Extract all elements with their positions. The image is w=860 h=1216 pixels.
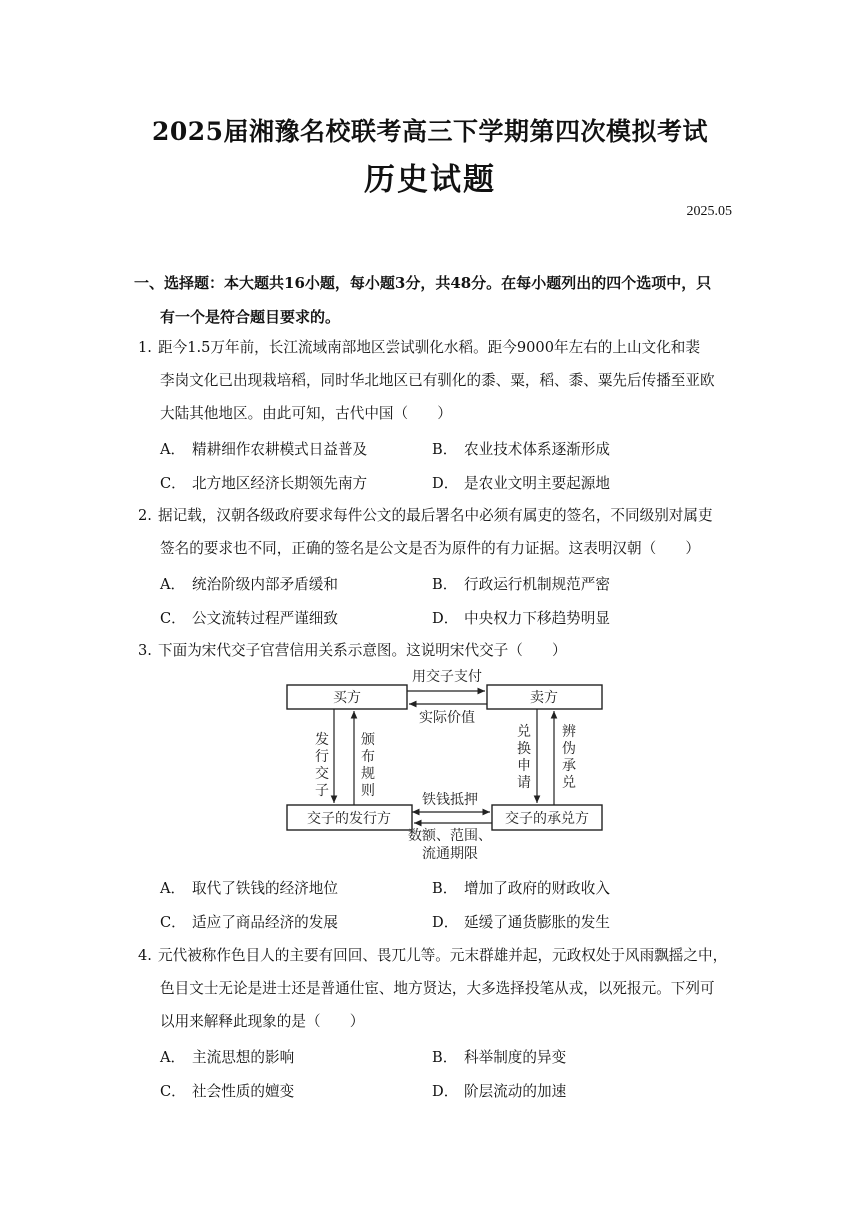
question-1-option-d xyxy=(432,472,610,493)
verify-char: 承 xyxy=(562,758,576,774)
question-4-option-c xyxy=(160,1080,294,1101)
issue-notes-char: 发 xyxy=(315,732,329,748)
collateral-label: 铁钱抵押 xyxy=(422,792,478,808)
option-text: 科举制度的异变 xyxy=(464,1049,567,1066)
question-2-option-b xyxy=(432,573,610,594)
option-text: 增加了政府的财政收入 xyxy=(464,880,610,897)
question-number: 1. xyxy=(138,339,152,356)
question-stem-line: 色目文士无论是进士还是普通仕宦、地方贤达，大多选择投笔从戎，以死报元。下列可 xyxy=(160,980,715,997)
question-2-option-d xyxy=(432,607,610,628)
option-label: C． xyxy=(160,475,186,492)
option-text: 行政运行机制规范严密 xyxy=(464,576,610,593)
option-label: D． xyxy=(432,914,459,931)
question-number: 2. xyxy=(138,507,152,524)
option-text: 社会性质的嬗变 xyxy=(192,1083,295,1100)
question-3 xyxy=(138,634,734,667)
option-label: D． xyxy=(432,475,459,492)
section-heading-line-2: 有一个是符合题目要求的。 xyxy=(160,308,341,326)
question-stem-line: 以用来解释此现象的是（ ） xyxy=(160,1013,365,1030)
option-label: D． xyxy=(432,610,459,627)
option-label: C． xyxy=(160,1083,186,1100)
issuer-label: 交子的发行方 xyxy=(307,811,391,827)
option-text: 主流思想的影响 xyxy=(192,1049,295,1066)
section-heading xyxy=(134,266,734,334)
option-text: 农业技术体系逐渐形成 xyxy=(464,441,610,458)
verify-char: 辨 xyxy=(562,724,576,740)
question-4-option-a xyxy=(160,1046,294,1067)
option-text: 延缓了通货膨胀的发生 xyxy=(464,914,610,931)
issue-notes-char: 交 xyxy=(315,766,329,782)
rules-char: 则 xyxy=(361,783,375,799)
verify-char: 兑 xyxy=(562,775,576,791)
option-label: A． xyxy=(160,880,186,897)
option-label: B． xyxy=(432,880,458,897)
issue-notes-char: 行 xyxy=(315,749,329,765)
question-3-option-b xyxy=(432,877,610,898)
option-text: 统治阶级内部矛盾缓和 xyxy=(192,576,338,593)
option-label: B． xyxy=(432,441,458,458)
question-1-option-c xyxy=(160,472,367,493)
issue-notes-char: 子 xyxy=(315,783,329,799)
redeem-request-char: 请 xyxy=(517,775,531,791)
option-label: C． xyxy=(160,610,186,627)
seller-label: 卖方 xyxy=(530,690,558,706)
question-stem-line: 签名的要求也不同，正确的签名是公文是否为原件的有力证据。这表明汉朝（ ） xyxy=(160,540,700,557)
question-4 xyxy=(138,939,734,1038)
section-heading-line-1: 一、选择题：本大题共16小题，每小题3分，共48分。在每小题列出的四个选项中，只 xyxy=(134,274,712,292)
question-2-option-c xyxy=(160,607,338,628)
option-label: B． xyxy=(432,576,458,593)
option-text: 精耕细作农耕模式日益普及 xyxy=(192,441,368,458)
option-label: A． xyxy=(160,576,186,593)
question-3-option-c xyxy=(160,911,338,932)
redeem-request-char: 申 xyxy=(517,758,531,774)
option-text: 北方地区经济长期领先南方 xyxy=(192,475,368,492)
payment-arrow-label: 用交子支付 xyxy=(412,669,482,685)
question-4-option-b xyxy=(432,1046,566,1067)
question-3-option-a xyxy=(160,877,338,898)
option-label: A． xyxy=(160,441,186,458)
question-4-option-d xyxy=(432,1080,566,1101)
option-label: B． xyxy=(432,1049,458,1066)
question-stem-line: 下面为宋代交子官营信用关系示意图。这说明宋代交子（ ） xyxy=(158,642,567,659)
question-stem-line: 据记载，汉朝各级政府要求每件公文的最后署名中必须有属吏的签名，不同级别对属吏 xyxy=(158,507,713,524)
option-text: 中央权力下移趋势明显 xyxy=(464,610,610,627)
option-text: 公文流转过程严谨细致 xyxy=(192,610,338,627)
subject-title: 历史试题 xyxy=(364,162,496,198)
question-1-option-b xyxy=(432,438,610,459)
redeem-request-char: 换 xyxy=(517,741,531,757)
redeem-request-char: 兑 xyxy=(517,724,531,740)
option-label: C． xyxy=(160,914,186,931)
limits-label-line-2: 流通期限 xyxy=(422,846,478,862)
value-arrow-label: 实际价值 xyxy=(419,710,475,726)
verify-char: 伪 xyxy=(562,741,576,757)
jiaozi-credit-diagram xyxy=(282,664,612,864)
option-text: 阶层流动的加速 xyxy=(464,1083,567,1100)
question-stem-line: 距今1.5万年前，长江流域南部地区尝试驯化水稻。距今9000年左右的上山文化和裴 xyxy=(158,339,700,356)
option-label: D． xyxy=(432,1083,459,1100)
rules-char: 颁 xyxy=(361,732,375,748)
limits-label-line-1: 数额、范围、 xyxy=(408,828,492,844)
option-text: 适应了商品经济的发展 xyxy=(192,914,338,931)
question-stem-line: 大陆其他地区。由此可知，古代中国（ ） xyxy=(160,405,452,422)
question-stem-line: 李岗文化已出现栽培稻，同时华北地区已有驯化的黍、粟，稻、黍、粟先后传播至亚欧 xyxy=(160,372,715,389)
exam-date: 2025.05 xyxy=(686,204,732,219)
rules-char: 布 xyxy=(361,749,375,765)
question-number: 3. xyxy=(138,642,152,659)
question-2-option-a xyxy=(160,573,338,594)
question-1-option-a xyxy=(160,438,367,459)
option-text: 取代了铁钱的经济地位 xyxy=(192,880,338,897)
question-number: 4. xyxy=(138,947,152,964)
exam-title: 2025届湘豫名校联考高三下学期第四次模拟考试 xyxy=(151,117,709,146)
option-text: 是农业文明主要起源地 xyxy=(464,475,610,492)
question-2 xyxy=(138,499,734,565)
buyer-label: 买方 xyxy=(333,690,361,706)
option-label: A． xyxy=(160,1049,186,1066)
question-3-option-d xyxy=(432,911,610,932)
question-stem-line: 元代被称作色目人的主要有回回、畏兀儿等。元末群雄并起，元政权处于风雨飘摇之中， xyxy=(158,947,728,964)
question-1 xyxy=(138,331,734,430)
redeemer-label: 交子的承兑方 xyxy=(505,811,589,827)
rules-char: 规 xyxy=(361,766,375,782)
